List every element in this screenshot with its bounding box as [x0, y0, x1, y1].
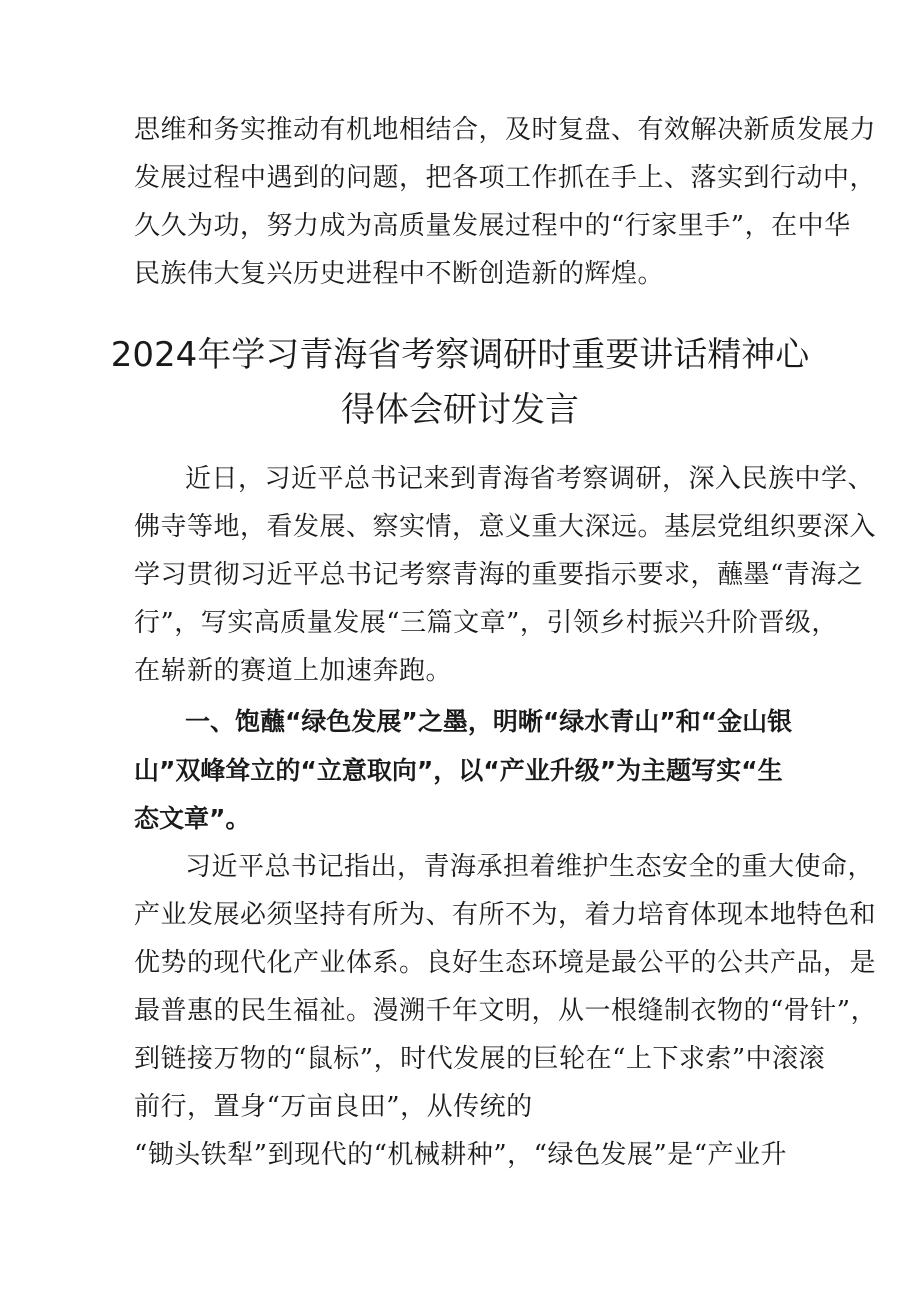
body-paragraph-line-4: 最普惠的民生福祉。漫溯千年文明，从一根缝制衣物的“骨针”，: [134, 996, 878, 1026]
intro-paragraph-line-5: 在崭新的赛道上加速奔跑。: [134, 656, 453, 686]
continued-paragraph-line-4: 民族伟大复兴历史进程中不断创造新的辉煌。: [134, 259, 665, 289]
intro-paragraph-line-3: 学习贯彻习近平总书记考察青海的重要指示要求，蘸墨“青海之: [134, 560, 864, 590]
intro-paragraph-line-4: 行”，写实高质量发展“三篇文章”，引领乡村振兴升阶晋级，: [134, 608, 838, 638]
body-paragraph-line-5: 到链接万物的“鼠标”，时代发展的巨轮在“上下求索”中滚滚: [134, 1044, 826, 1074]
document-title-line-1: 2024年学习青海省考察调研时重要讲话精神心: [110, 335, 810, 375]
body-paragraph-line-2: 产业发展必须坚持有所为、有所不为，着力培育体现本地特色和: [134, 900, 877, 930]
body-paragraph-line-3: 优势的现代化产业体系。良好生态环境是最公平的公共产品，是: [134, 948, 877, 978]
section-heading-line-2: 山”双峰耸立的“立意取向”，以“产业升级”为主题写实“生: [134, 756, 783, 785]
body-paragraph-line-6: 前行，置身“万亩良田”，从传统的: [134, 1092, 533, 1122]
intro-paragraph-line-2: 佛寺等地，看发展、察实情，意义重大深远。基层党组织要深入: [134, 512, 877, 542]
continued-paragraph-line-1: 思维和务实推动有机地相结合，及时复盘、有效解决新质发展力: [134, 115, 877, 145]
body-paragraph-line-1: 习近平总书记指出，青海承担着维护生态安全的重大使命，: [185, 852, 875, 882]
section-heading-line-3: 态文章”。: [134, 804, 251, 833]
section-heading-line-1: 一、饱蘸“绿色发展”之墨，明晰“绿水青山”和“金山银: [185, 707, 793, 736]
document-title-line-2: 得体会研讨发言: [341, 390, 579, 430]
body-paragraph-line-7: “锄头铁犁”到现代的“机械耕种”，“绿色发展”是“产业升: [134, 1140, 788, 1170]
continued-paragraph-line-2: 发展过程中遇到的问题，把各项工作抓在手上、落实到行动中，: [134, 163, 877, 193]
continued-paragraph-line-3: 久久为功，努力成为高质量发展过程中的“行家里手”，在中华: [134, 211, 851, 241]
intro-paragraph-line-1: 近日，习近平总书记来到青海省考察调研，深入民族中学、: [185, 464, 875, 494]
